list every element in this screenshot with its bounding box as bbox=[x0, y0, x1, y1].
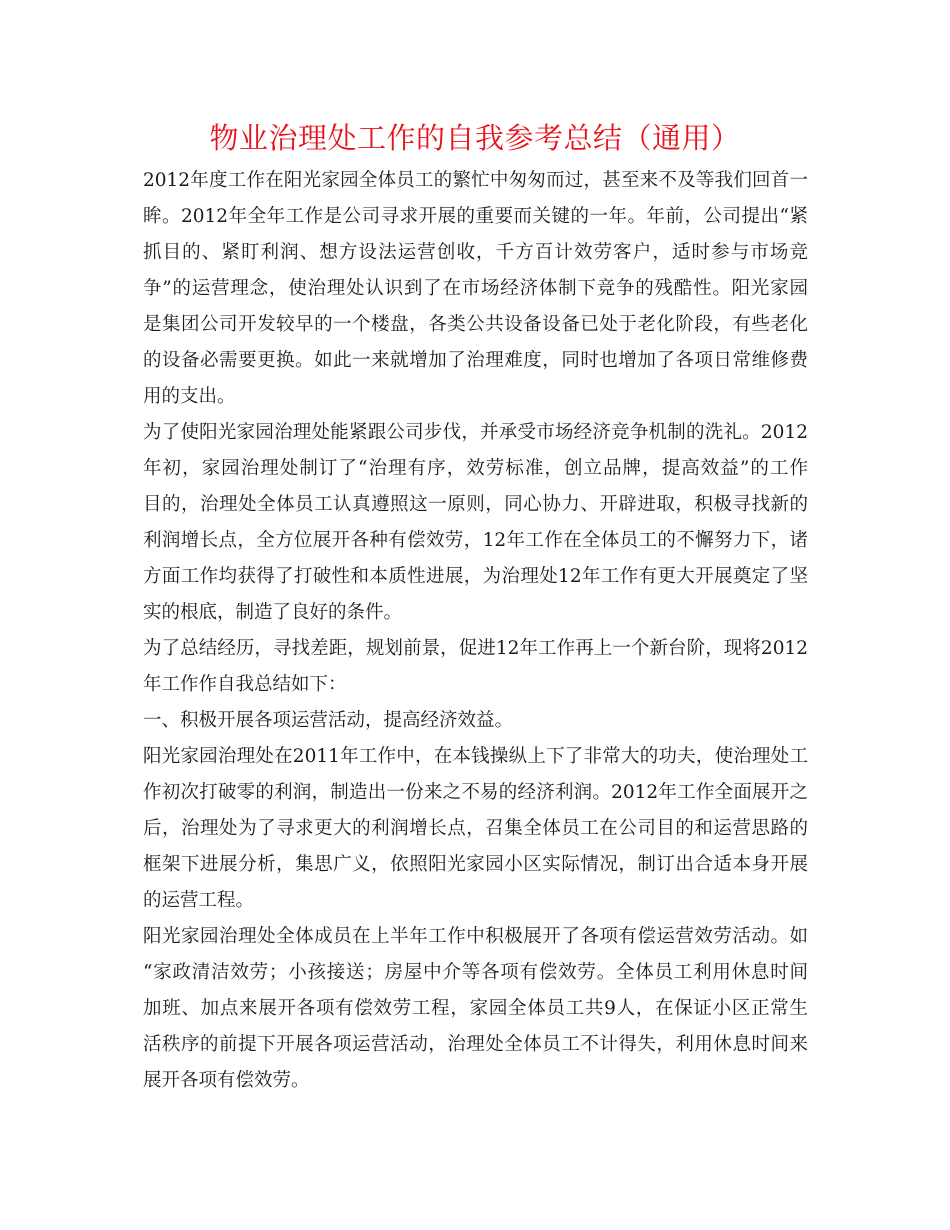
body-line: 阳光家园治理处全体成员在上半年工作中积极展开了各项有偿运营效劳活动。如 bbox=[143, 926, 808, 947]
body-line: 的设备必需要更换。如此一来就增加了治理难度，同时也增加了各项日常维修费 bbox=[143, 350, 808, 371]
body-line: 争”的运营理念，使治理处认识到了在市场经济体制下竞争的残酷性。阳光家园 bbox=[143, 278, 808, 299]
body-line: 为了总结经历，寻找差距，规划前景，促进12年工作再上一个新台阶，现将2012 bbox=[143, 638, 808, 659]
body-line: 抓目的、紧盯利润、想方设法运营创收，千方百计效劳客户，适时参与市场竞 bbox=[143, 242, 808, 263]
body-line: 年工作作自我总结如下： bbox=[143, 674, 347, 695]
body-line: 眸。2012年全年工作是公司寻求开展的重要而关键的一年。年前，公司提出“紧 bbox=[143, 206, 808, 227]
body-line: “家政清洁效劳；小孩接送；房屋中介等各项有偿效劳。全体员工利用休息时间 bbox=[143, 962, 808, 983]
body-line: 阳光家园治理处在2011年工作中，在本钱操纵上下了非常大的功夫，使治理处工 bbox=[143, 746, 808, 767]
document-title: 物业治理处工作的自我参考总结（通用） bbox=[209, 121, 741, 155]
body-line: 用的支出。 bbox=[143, 386, 236, 407]
body-line: 年初，家园治理处制订了“治理有序，效劳标准，创立品牌，提高效益”的工作 bbox=[143, 458, 808, 479]
document-body bbox=[143, 163, 808, 1099]
body-line: 的运营工程。 bbox=[143, 890, 255, 911]
body-line: 目的，治理处全体员工认真遵照这一原则，同心协力、开辟进取，积极寻找新的 bbox=[143, 494, 808, 515]
body-line: 是集团公司开发较早的一个楼盘，各类公共设备设备已处于老化阶段，有些老化 bbox=[143, 314, 808, 335]
body-line: 展开各项有偿效劳。 bbox=[143, 1070, 310, 1091]
body-line: 2012年度工作在阳光家园全体员工的繁忙中匆匆而过，甚至来不及等我们回首一 bbox=[143, 170, 808, 191]
body-line: 作初次打破零的利润，制造出一份来之不易的经济利润。2012年工作全面展开之 bbox=[143, 782, 808, 803]
body-line: 实的根底，制造了良好的条件。 bbox=[143, 602, 403, 623]
body-line: 后，治理处为了寻求更大的利润增长点，召集全体员工在公司目的和运营思路的 bbox=[143, 818, 808, 839]
body-line: 为了使阳光家园治理处能紧跟公司步伐，并承受市场经济竞争机制的洗礼。2012 bbox=[143, 422, 808, 443]
body-line: 加班、加点来展开各项有偿效劳工程，家园全体员工共9人，在保证小区正常生 bbox=[143, 998, 808, 1019]
body-line: 利润增长点，全方位展开各种有偿效劳，12年工作在全体员工的不懈努力下，诸 bbox=[143, 530, 808, 551]
body-line: 活秩序的前提下开展各项运营活动，治理处全体员工不计得失，利用休息时间来 bbox=[143, 1034, 808, 1055]
body-line: 方面工作均获得了打破性和本质性进展，为治理处12年工作有更大开展奠定了坚 bbox=[143, 566, 808, 587]
section-heading: 一、积极开展各项运营活动，提高经济效益。 bbox=[143, 710, 514, 731]
body-line: 框架下进展分析，集思广义，依照阳光家园小区实际情况，制订出合适本身开展 bbox=[143, 854, 808, 875]
